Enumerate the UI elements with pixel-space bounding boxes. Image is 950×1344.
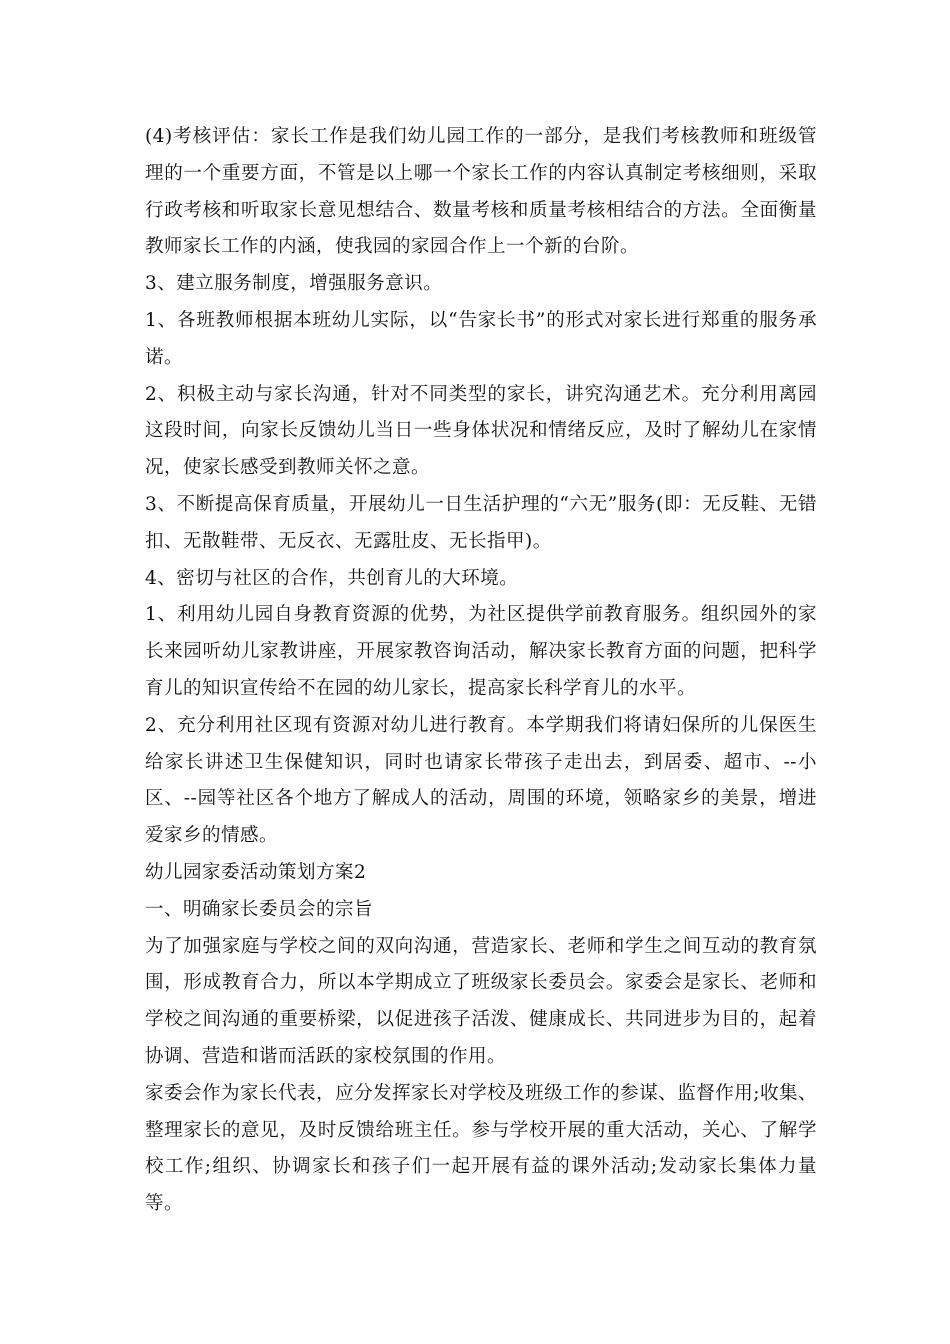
paragraph-assessment: (4)考核评估：家长工作是我们幼儿园工作的一部分，是我们考核教师和班级管理的一个重要方面，不管是以上哪一个家长工作的内容认真制定考核细则，采取行政考核和听取家长意见想结合、数量考核和质量考核相结合的方法。全面衡量教师家长工作的内涵，使我园的家园合作上一个新的台阶。: [145, 126, 817, 258]
document-body: [145, 119, 817, 1223]
section-title: 幼儿园家委活动策划方案2: [145, 861, 367, 883]
paragraph-community-resources: 2、充分利用社区现有资源对幼儿进行教育。本学期我们将请妇保所的儿保医生给家长讲述卫生保健知识，同时也请家长带孩子走出去，到居委、超市、--小区、--园等社区各个地方了解成人的活动，周围的环境，领略家乡的美景，增进爱家乡的情感。: [145, 714, 817, 847]
paragraph-committee-role: 家委会作为家长代表，应分发挥家长对学校及班级工作的参谋、监督作用;收集、整理家长的意见，及时反馈给班主任。参与学校开展的重大活动，关心、了解学校工作;组织、协调家长和孩子们一起开展有益的课外活动;发动家长集体力量等。: [145, 1082, 817, 1215]
paragraph-service-promise: 1、各班教师根据本班幼儿实际，以“告家长书”的形式对家长进行郑重的服务承诺。: [145, 309, 817, 368]
paragraph-committee-purpose: 为了加强家庭与学校之间的双向沟通，营造家长、老师和学生之间互动的教育氛围，形成教育合力，所以本学期成立了班级家长委员会。家委会是家长、老师和学校之间沟通的重要桥梁，以促进孩子活泼、健康成长、共同进步为目的，起着协调、营造和谐而活跃的家校氛围的作用。: [145, 935, 817, 1067]
heading-community-cooperation: 4、密切与社区的合作，共创育儿的大环境。: [145, 567, 519, 589]
paragraph-communication: 2、积极主动与家长沟通，针对不同类型的家长，讲究沟通艺术。充分利用离园这段时间，向家长反馈幼儿当日一些身体状况和情绪反应，及时了解幼儿在家情况，使家长感受到教师关怀之意。: [145, 383, 817, 479]
heading-committee-purpose: 一、明确家长委员会的宗旨: [145, 898, 374, 920]
paragraph-care-quality: 3、不断提高保育质量，开展幼儿一日生活护理的“六无”服务(即：无反鞋、无错扣、无散鞋带、无反衣、无露肚皮、无长指甲)。: [145, 493, 817, 552]
paragraph-community-service: 1、利用幼儿园自身教育资源的优势，为社区提供学前教育服务。组织园外的家长来园听幼儿家教讲座，开展家教咨询活动，解决家长教育方面的问题，把科学育儿的知识宣传给不在园的幼儿家长，提高家长科学育儿的水平。: [145, 604, 817, 699]
heading-service-system: 3、建立服务制度，增强服务意识。: [145, 273, 443, 295]
